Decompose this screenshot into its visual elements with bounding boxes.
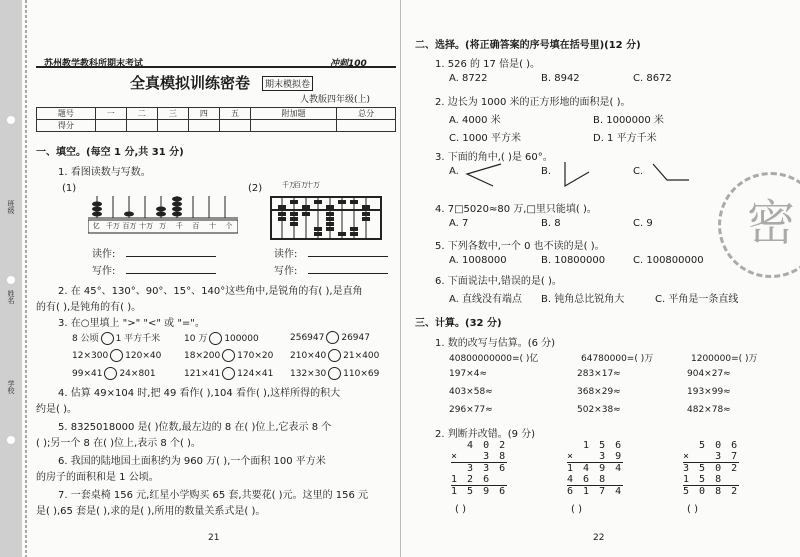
compare-item (72, 331, 160, 345)
confidential-stamp: 密 (718, 172, 800, 278)
compare-item (72, 349, 161, 362)
angle-c-figure (651, 160, 691, 186)
page-number-right: 22 (593, 533, 605, 543)
estimate-item: 502×38≈ (577, 405, 621, 415)
score-cell[interactable] (337, 120, 396, 132)
estimate-item: 368×29≈ (577, 387, 621, 397)
place-label: 亿 (92, 222, 100, 230)
choice-option[interactable]: C. 1000 平方米 (449, 133, 521, 144)
place-label: 百 (192, 222, 200, 230)
compare-left: 256947 (290, 333, 325, 343)
calc-q2: 2. 判断并改错。(9 分) (435, 429, 536, 440)
choice-option[interactable]: A. 7 (449, 218, 469, 229)
compare-circle[interactable] (222, 349, 235, 362)
choice-q1: 1. 526 的 17 倍是( )。 (435, 59, 541, 70)
section2-heading: 二、选择。(将正确答案的序号填在括号里)(12 分) (415, 40, 641, 51)
vertical-calc-2 (567, 440, 623, 497)
choice-q2: 2. 边长为 1000 米的正方形地的面积是( )。 (435, 97, 631, 108)
place-label: 千万 (105, 222, 120, 230)
vert-line: 1 4 9 4 (567, 463, 624, 474)
title-tag: 期末模拟卷 (262, 76, 313, 91)
judge-answer-1[interactable]: ( ) (455, 504, 466, 515)
abacus1-read-blank[interactable] (126, 256, 216, 257)
choice-option[interactable]: A. 4000 米 (449, 115, 501, 126)
compare-right: 1 平方千米 (115, 334, 161, 344)
estimate-item: 904×27≈ (687, 369, 731, 379)
binding-name-label: 姓名 (7, 290, 15, 304)
choice-option[interactable]: C. 8672 (633, 73, 672, 84)
vert-line: 1 2 6 (451, 474, 507, 486)
compare-left: 12×300 (72, 351, 109, 361)
choice-option[interactable]: B. 8942 (541, 73, 580, 84)
rewrite-item: 1200000=( )万 (691, 354, 758, 364)
vert-line: 5 0 6 (683, 440, 740, 451)
compare-circle[interactable] (209, 332, 222, 345)
choice-option[interactable]: B. 8 (541, 218, 561, 229)
compare-left: 132×30 (290, 369, 327, 379)
binding-strip (0, 0, 34, 557)
compare-left: 210×40 (290, 351, 327, 361)
score-cell[interactable] (188, 120, 219, 132)
vert-line: × 3 7 (683, 451, 740, 462)
vertical-calc-1 (451, 440, 507, 497)
header-rule (36, 66, 396, 68)
compare-right: 26947 (341, 333, 370, 343)
vert-line: × 3 9 (567, 451, 624, 462)
place-label: 千万 (282, 181, 296, 189)
vert-line: 4 0 2 (451, 440, 508, 451)
compare-circle[interactable] (222, 367, 235, 380)
compare-item (184, 349, 273, 362)
vert-line: 1 5 6 (567, 440, 624, 451)
q4-line1: 4. 估算 49×104 时,把 49 看作( ),104 看作( ),这样所得的积大 (58, 388, 341, 399)
compare-item (72, 367, 156, 380)
score-cell[interactable] (250, 120, 336, 132)
compare-right: 21×400 (343, 351, 380, 361)
vert-line: 4 6 8 (567, 474, 623, 486)
abacus1-label: (1) (62, 183, 77, 194)
score-row-label: 得分 (37, 120, 96, 132)
place-label: 百万 (294, 181, 308, 189)
compare-item (184, 367, 273, 380)
angle-b-figure (557, 160, 593, 190)
compare-left: 18×200 (184, 351, 221, 361)
q2-line1: 2. 在 45°、130°、90°、15°、140°这些角中,是锐角的有( ),是直角 (58, 286, 363, 297)
score-head: 四 (188, 108, 219, 120)
q2-line2: 的有( ),是钝角的有( )。 (36, 302, 142, 313)
score-cell[interactable] (157, 120, 188, 132)
score-head: 三 (157, 108, 188, 120)
abacus1-write-label: 写作: (92, 266, 116, 277)
choice-q3: 3. 下面的角中,( )是 60°。 (435, 152, 553, 163)
score-cell[interactable] (219, 120, 250, 132)
choice-q6: 6. 下面说法中,错误的是( )。 (435, 276, 562, 287)
estimate-item: 283×17≈ (577, 369, 621, 379)
vertical-calc-3 (683, 440, 739, 497)
vert-line: 1 5 8 (683, 474, 739, 486)
choice-option[interactable]: B. 钝角总比锐角大 (541, 294, 625, 305)
place-label: 万 (159, 222, 167, 230)
compare-right: 100000 (224, 334, 259, 344)
estimate-item: 193×99≈ (687, 387, 731, 397)
score-cell[interactable] (95, 120, 126, 132)
q6-line1: 6. 我国的陆地国土面积约为 960 万( ),一个面积 100 平方米 (58, 456, 326, 467)
page-title: 全真模拟训练密卷 (130, 74, 251, 92)
section1-heading: 一、填空。(每空 1 分,共 31 分) (36, 147, 184, 158)
judge-answer-2[interactable]: ( ) (571, 504, 582, 515)
q5-line1: 5. 8325018000 是( )位数,最左边的 8 在( )位上,它表示 8 个 (58, 422, 332, 433)
compare-right: 110×69 (343, 369, 380, 379)
abacus1-read-label: 读作: (92, 249, 116, 260)
score-cell[interactable] (126, 120, 157, 132)
choice-option[interactable]: B. (541, 166, 552, 177)
place-label: 个 (225, 222, 233, 230)
abacus2-read-blank[interactable] (308, 256, 388, 257)
q7-line2: 是( ),65 套是( ),求的是( ),所用的数量关系式是( )。 (36, 506, 266, 517)
vert-line: 3 3 6 (451, 463, 508, 474)
choice-option[interactable]: A. (449, 166, 459, 177)
abacus2-read-label: 读作: (274, 249, 298, 260)
vert-line: 6 1 7 4 (567, 486, 624, 497)
choice-option[interactable]: A. 1008000 (449, 255, 507, 266)
compare-circle[interactable] (101, 332, 114, 345)
compare-item (290, 349, 379, 362)
compare-item (290, 331, 370, 344)
judge-answer-3[interactable]: ( ) (687, 504, 698, 515)
place-label: 十 (208, 222, 216, 230)
vert-line: 1 5 9 6 (451, 486, 508, 497)
choice-q5: 5. 下列各数中,一个 0 也不读的是( )。 (435, 241, 605, 252)
page-number-left: 21 (208, 533, 220, 543)
header-brand: 冲刺100 (330, 59, 367, 69)
score-head: 一 (95, 108, 126, 120)
compare-circle[interactable] (110, 349, 123, 362)
compare-item (184, 331, 259, 345)
choice-option[interactable]: B. 1000000 米 (593, 115, 664, 126)
place-label: 十万 (139, 222, 154, 230)
compare-item (290, 367, 379, 380)
rewrite-item: 40800000000=( )亿 (449, 354, 539, 364)
binding-school-label: 学校 (7, 380, 15, 394)
choice-option[interactable]: C. 9 (633, 218, 653, 229)
q7-line1: 7. 一套桌椅 156 元,红星小学购买 65 套,共要花( )元。这里的 156 元 (58, 490, 369, 501)
angle-a-figure (463, 160, 503, 188)
compare-left: 10 万 (184, 334, 208, 344)
compare-right: 24×801 (119, 369, 156, 379)
compare-left: 121×41 (184, 369, 221, 379)
abacus-1-places (88, 221, 238, 231)
compare-right: 124×41 (237, 369, 274, 379)
score-head: 五 (219, 108, 250, 120)
score-head: 总分 (337, 108, 396, 120)
abacus2-label: (2) (248, 183, 263, 194)
header-small: 苏州教学教科所期末考试 (44, 59, 144, 69)
score-head: 二 (126, 108, 157, 120)
score-table (36, 107, 396, 132)
compare-left: 8 公顷 (72, 334, 99, 344)
choice-option[interactable]: C. (633, 166, 644, 177)
choice-option[interactable]: B. 10800000 (541, 255, 606, 266)
compare-circle[interactable] (326, 331, 339, 344)
compare-circle[interactable] (328, 349, 341, 362)
vert-line: 5 0 8 2 (683, 486, 740, 497)
abacus2-write-blank[interactable] (308, 273, 388, 274)
compare-right: 120×40 (125, 351, 162, 361)
q5-line2: ( );另一个 8 在( )位上,表示 8 个( )。 (36, 438, 201, 449)
place-label: 千 (175, 222, 183, 230)
q3-text: 3. 在○里填上 ">" "<" 或 "="。 (58, 318, 205, 329)
score-head: 附加题 (250, 108, 336, 120)
score-head: 题号 (37, 108, 96, 120)
compare-circle[interactable] (328, 367, 341, 380)
edition-label: 人教版四年级(上) (300, 95, 371, 105)
calc-q1: 1. 数的改写与估算。(6 分) (435, 338, 556, 349)
estimate-item: 197×4≈ (449, 369, 487, 379)
abacus1-write-blank[interactable] (126, 273, 216, 274)
estimate-item: 296×77≈ (449, 405, 493, 415)
choice-option[interactable]: C. 平角是一条直线 (655, 294, 739, 305)
choice-option[interactable]: C. 100800000 (633, 255, 704, 266)
section3-heading: 三、计算。(32 分) (415, 318, 502, 329)
q6-line2: 的房子的面积和是 1 公顷。 (36, 472, 159, 483)
vert-line: × 3 8 (451, 451, 508, 462)
vert-line: 3 5 0 2 (683, 463, 740, 474)
rewrite-item: 64780000=( )万 (581, 354, 654, 364)
abacus-2-places (282, 180, 318, 190)
estimate-item: 482×78≈ (687, 405, 731, 415)
choice-q4: 4. 7□5020≈80 万,□里只能填( )。 (435, 204, 597, 215)
choice-option[interactable]: A. 8722 (449, 73, 488, 84)
abacus2-write-label: 写作: (274, 266, 298, 277)
binding-class-label: 班级 (7, 200, 15, 214)
estimate-item: 403×58≈ (449, 387, 493, 397)
q4-line2: 约是( )。 (36, 404, 77, 415)
right-page (400, 0, 800, 557)
compare-left: 99×41 (72, 369, 103, 379)
compare-circle[interactable] (104, 367, 117, 380)
choice-option[interactable]: A. 直线没有端点 (449, 294, 523, 305)
place-label: 十万 (306, 181, 320, 189)
q1-text: 1. 看图读数与写数。 (58, 167, 151, 178)
abacus-2 (270, 196, 382, 240)
compare-right: 170×20 (237, 351, 274, 361)
place-label: 百万 (122, 222, 137, 230)
choice-option[interactable]: D. 1 平方千米 (593, 133, 657, 144)
